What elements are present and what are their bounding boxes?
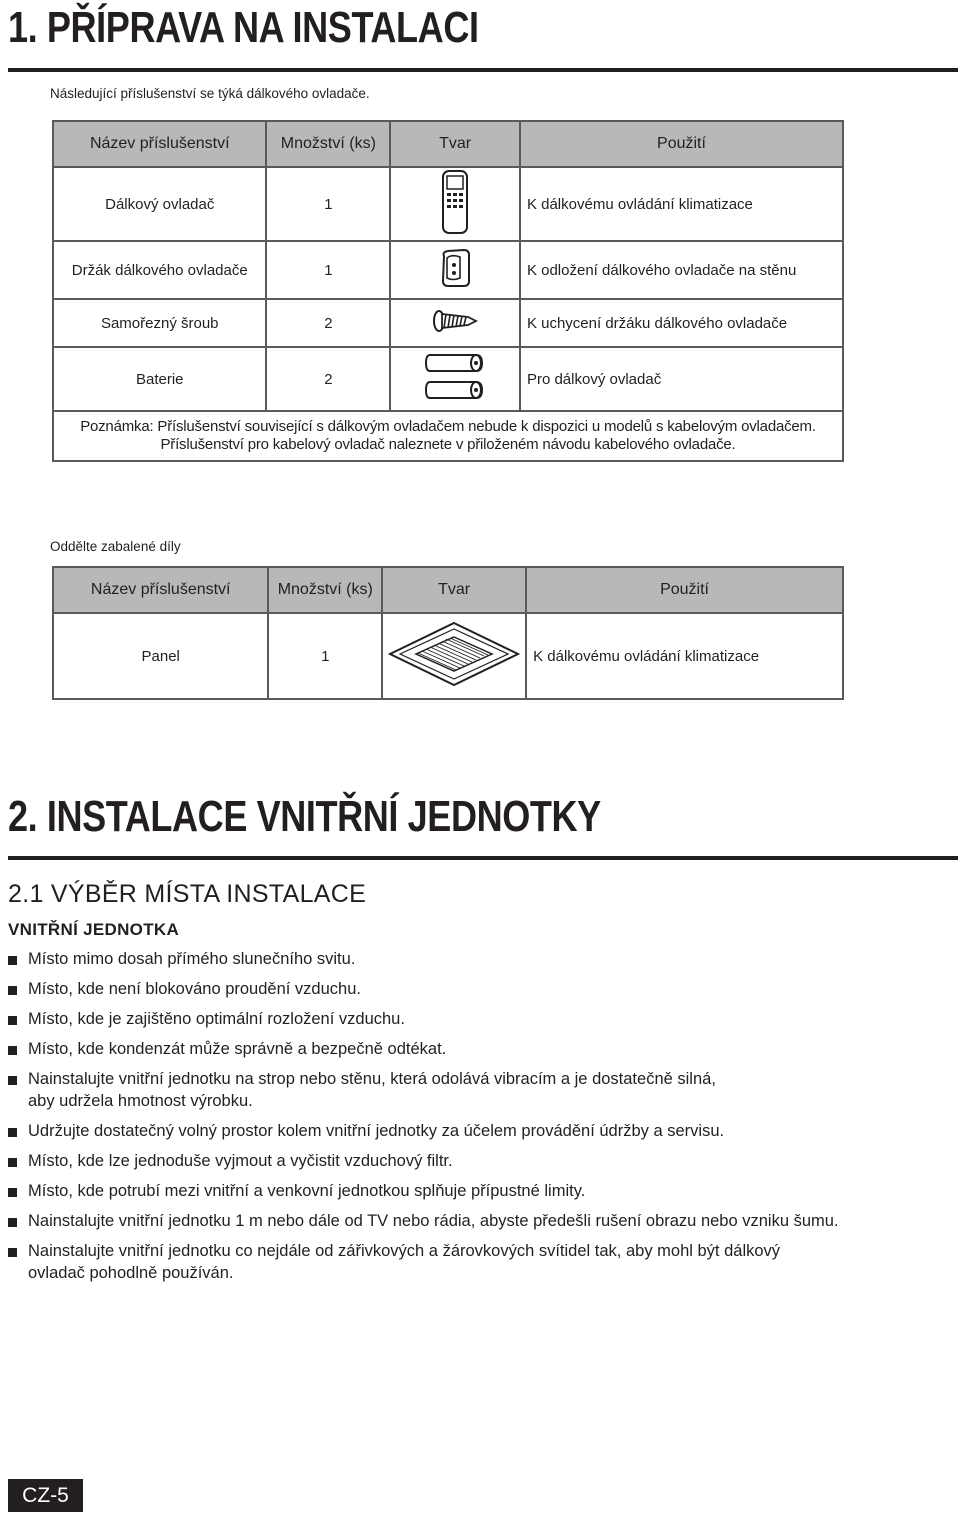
list-item-text: Nainstalujte vnitřní jednotku co nejdále od zářivkových a žárovkových svítidel tak, aby mohl být dálkový <box>28 1242 781 1260</box>
list-item-text: Místo, kde kondenzát může správně a bezpečně odtékat. <box>28 1040 447 1058</box>
header-qty: Množství (ks) <box>268 567 382 613</box>
item-name: Panel <box>53 613 268 699</box>
table-row <box>53 241 843 299</box>
table-row <box>53 613 843 699</box>
header-qty: Množství (ks) <box>266 121 390 167</box>
item-name: Samořezný šroub <box>53 299 266 347</box>
list-item <box>8 1008 948 1030</box>
list-item-text: Místo mimo dosah přímého slunečního svitu. <box>28 950 356 968</box>
remote-holder-icon <box>438 248 472 288</box>
list-item-text-cont: ovladač pohodlně používán. <box>28 1264 234 1282</box>
packed-parts-table <box>52 566 844 700</box>
item-qty: 2 <box>266 299 390 347</box>
list-item <box>8 1210 948 1232</box>
bullet-square-icon <box>8 956 17 965</box>
subsubsection-title: VNITŘNÍ JEDNOTKA <box>8 920 180 939</box>
list-item-text: Nainstalujte vnitřní jednotku 1 m nebo dále od TV nebo rádia, abyste předešli rušení obrazu nebo vzniku šumu. <box>28 1212 839 1230</box>
panel-icon <box>388 621 520 687</box>
bullet-square-icon <box>8 986 17 995</box>
bullet-square-icon <box>8 1248 17 1257</box>
title-rule <box>8 68 958 72</box>
accessories-table <box>52 120 844 462</box>
bullet-square-icon <box>8 1188 17 1197</box>
note-row <box>53 411 843 461</box>
bullet-square-icon <box>8 1076 17 1085</box>
list-item-text: Udržujte dostatečný volný prostor kolem vnitřní jednotky za účelem provádění údržby a servisu. <box>28 1122 725 1140</box>
item-use: Pro dálkový ovladač <box>520 347 843 411</box>
section-1-title: 1. PŘÍPRAVA NA INSTALACI <box>8 3 479 52</box>
item-name: Baterie <box>53 347 266 411</box>
list-item-text: Nainstalujte vnitřní jednotku na strop nebo stěnu, která odolává vibracím a je dostatečně silná, <box>28 1070 716 1088</box>
table-row <box>53 299 843 347</box>
bullet-square-icon <box>8 1016 17 1025</box>
header-name: Název příslušenství <box>53 567 268 613</box>
item-shape <box>390 167 520 241</box>
screw-icon <box>432 309 478 333</box>
table-note <box>53 411 843 461</box>
table-row <box>53 167 843 241</box>
subsection-title: 2.1 VÝBĚR MÍSTA INSTALACE <box>8 880 367 908</box>
bullet-square-icon <box>8 1046 17 1055</box>
table-row <box>53 347 843 411</box>
list-item <box>8 1038 948 1060</box>
item-use: K dálkovému ovládání klimatizace <box>526 613 843 699</box>
remote-control-icon <box>440 169 470 235</box>
battery-icon <box>424 352 486 402</box>
list-item <box>8 1150 948 1172</box>
list-item-text: Místo, kde je zajištěno optimální rozložení vzduchu. <box>28 1010 405 1028</box>
section-2-title: 2. INSTALACE VNITŘNÍ JEDNOTKY <box>8 792 601 841</box>
item-qty: 1 <box>266 241 390 299</box>
item-use: K dálkovému ovládání klimatizace <box>520 167 843 241</box>
header-use: Použití <box>520 121 843 167</box>
requirements-list <box>8 948 948 1292</box>
header-shape: Tvar <box>382 567 526 613</box>
note-line-2: Příslušenství pro kabelový ovladač naleznete v přiloženém návodu kabelového ovladače. <box>160 436 736 453</box>
list-item-text: Místo, kde potrubí mezi vnitřní a venkovní jednotkou splňuje přípustné limity. <box>28 1182 586 1200</box>
item-shape <box>390 241 520 299</box>
list-item-text: Místo, kde není blokováno proudění vzduchu. <box>28 980 361 998</box>
bullet-square-icon <box>8 1128 17 1137</box>
table-header-row <box>53 567 843 613</box>
item-name: Dálkový ovladač <box>53 167 266 241</box>
separate-parts-label: Oddělte zabalené díly <box>50 539 181 554</box>
list-item <box>8 1240 948 1284</box>
table-header-row <box>53 121 843 167</box>
item-name: Držák dálkového ovladače <box>53 241 266 299</box>
intro-text: Následující příslušenství se týká dálkového ovladače. <box>50 86 370 101</box>
header-shape: Tvar <box>390 121 520 167</box>
header-name: Název příslušenství <box>53 121 266 167</box>
bullet-square-icon <box>8 1218 17 1227</box>
list-item <box>8 1068 948 1112</box>
header-use: Použití <box>526 567 843 613</box>
page-number: CZ-5 <box>8 1479 83 1512</box>
item-use: K uchycení držáku dálkového ovladače <box>520 299 843 347</box>
bullet-square-icon <box>8 1158 17 1167</box>
item-shape <box>390 347 520 411</box>
item-use: K odložení dálkového ovladače na stěnu <box>520 241 843 299</box>
item-qty: 1 <box>268 613 382 699</box>
item-shape <box>382 613 526 699</box>
list-item <box>8 1180 948 1202</box>
list-item <box>8 978 948 1000</box>
item-shape <box>390 299 520 347</box>
item-qty: 1 <box>266 167 390 241</box>
list-item <box>8 948 948 970</box>
note-line-1: Poznámka: Příslušenství související s dálkovým ovladačem nebude k dispozici u modelů s kabelovým ovladačem. <box>80 418 816 435</box>
list-item-text-cont: aby udržela hmotnost výrobku. <box>28 1092 253 1110</box>
list-item <box>8 1120 948 1142</box>
item-qty: 2 <box>266 347 390 411</box>
list-item-text: Místo, kde lze jednoduše vyjmout a vyčistit vzduchový filtr. <box>28 1152 453 1170</box>
title-rule <box>8 856 958 860</box>
